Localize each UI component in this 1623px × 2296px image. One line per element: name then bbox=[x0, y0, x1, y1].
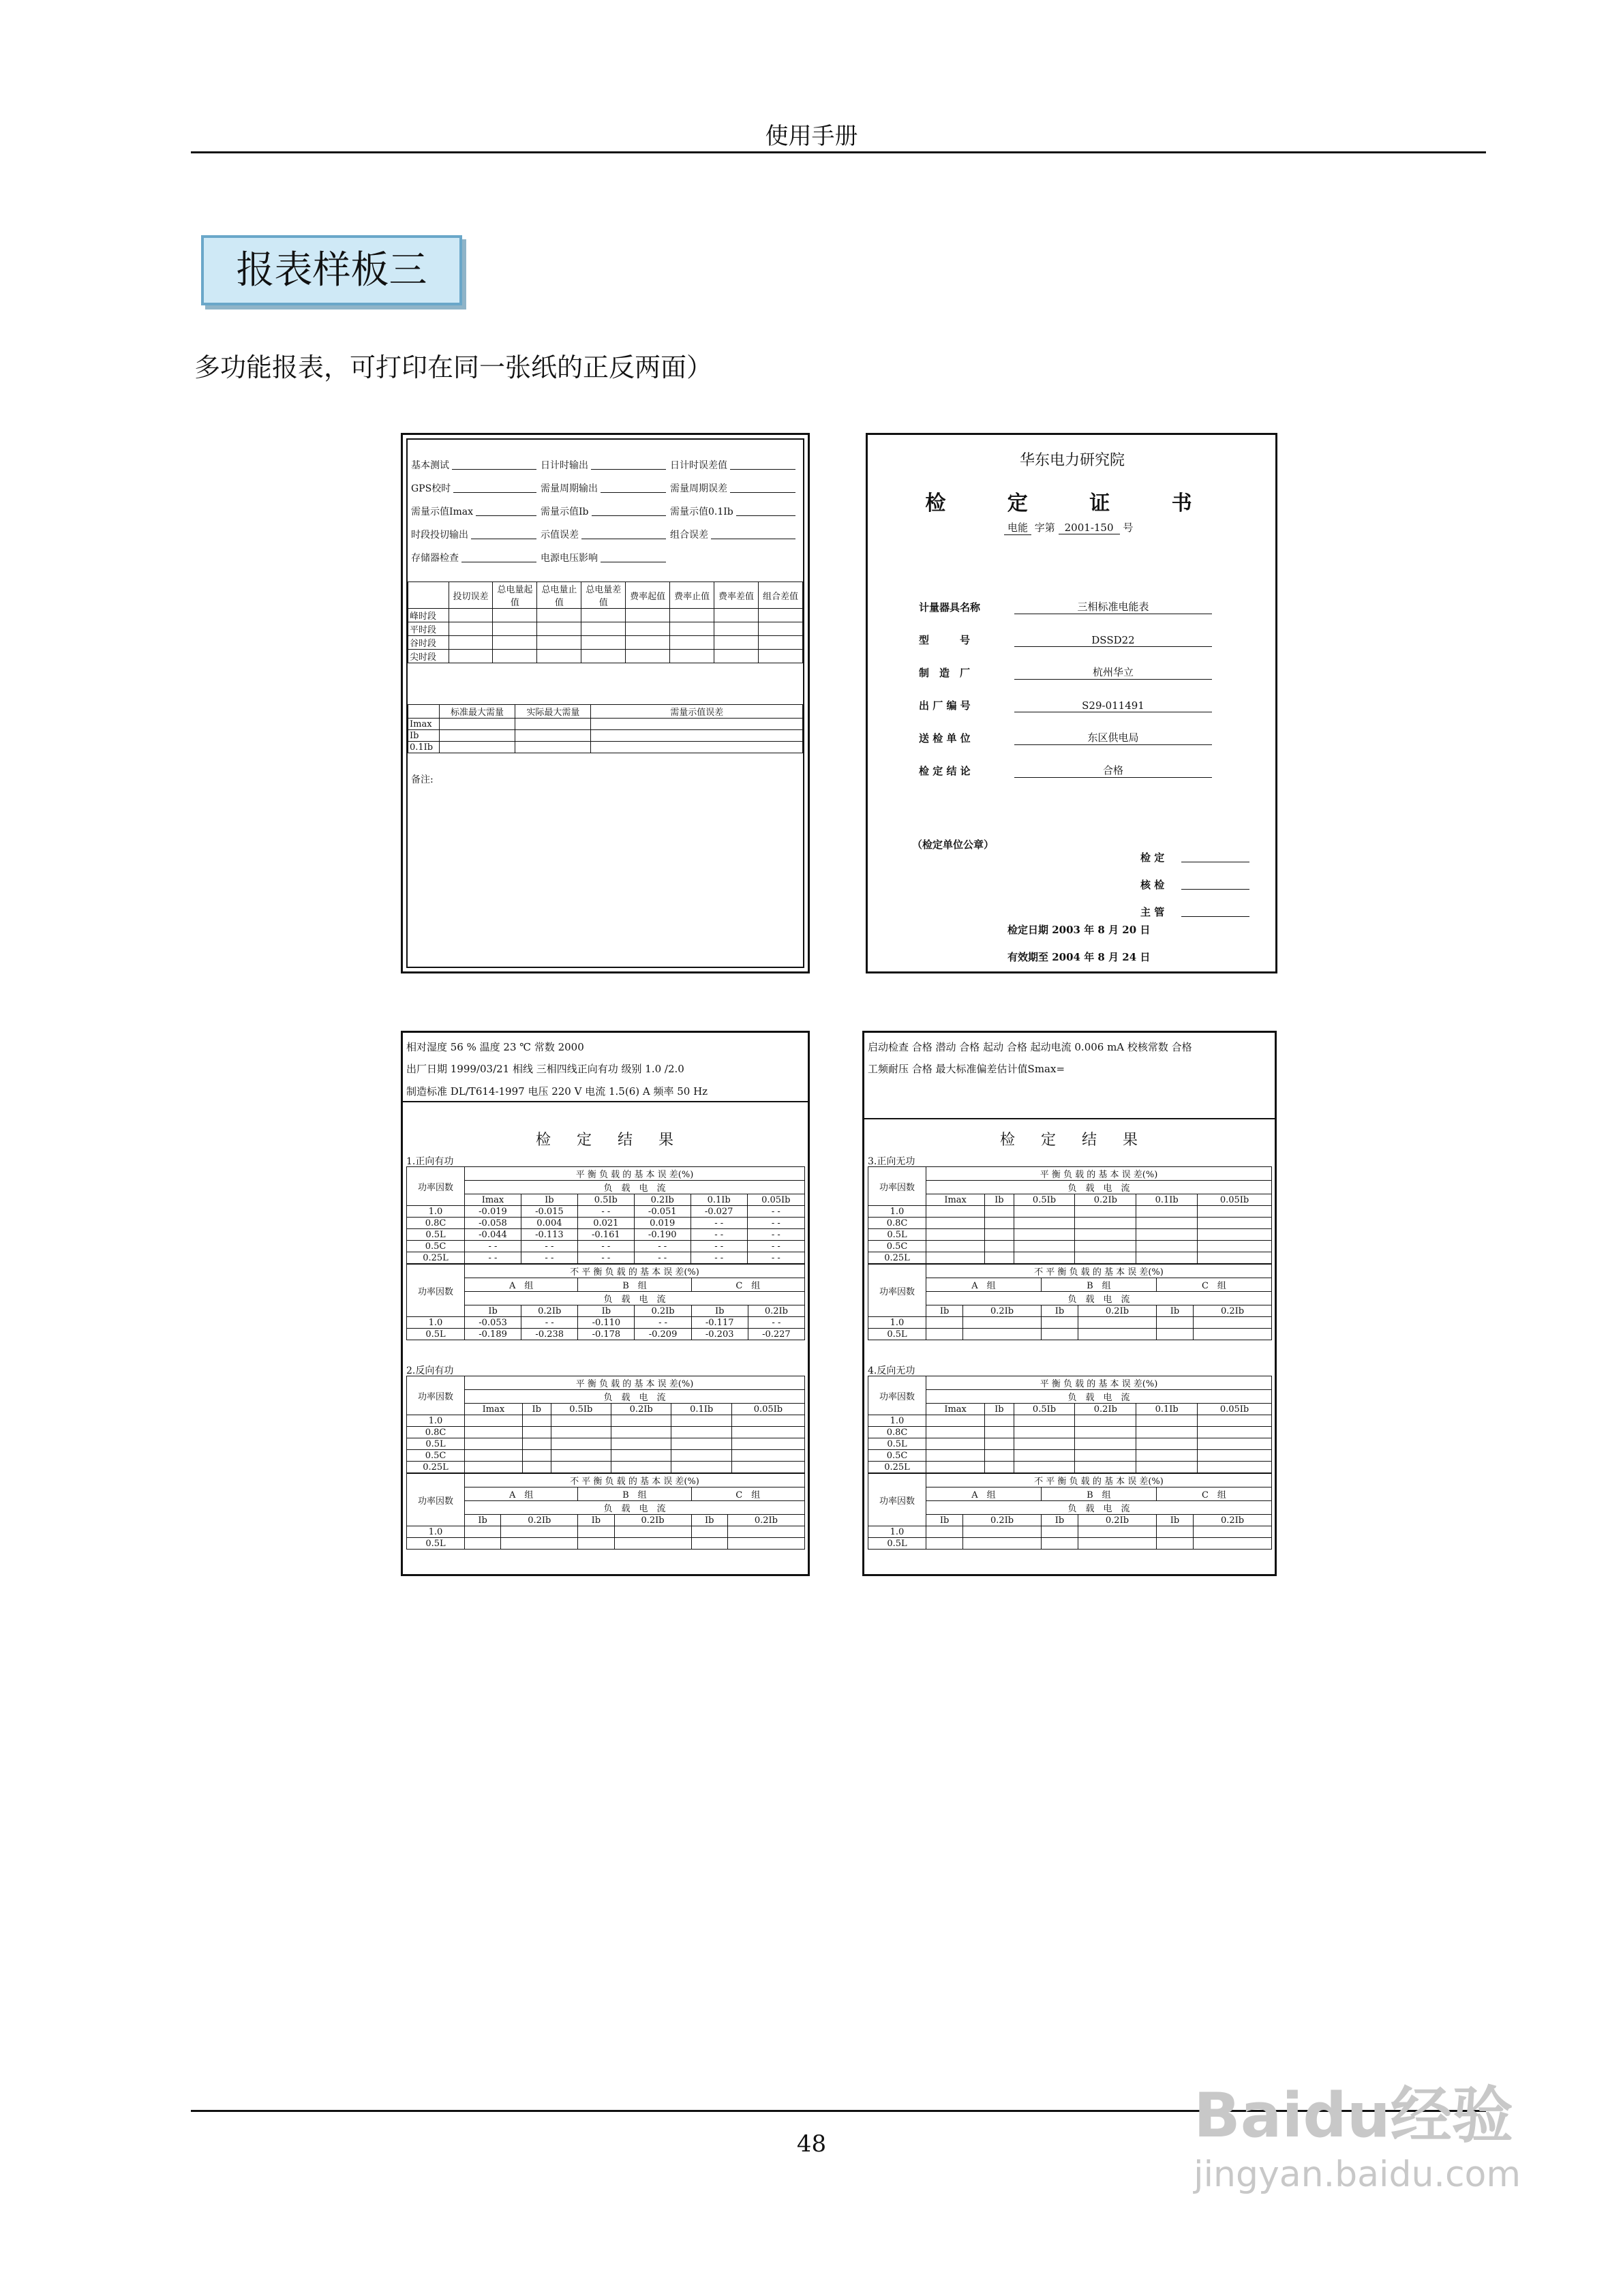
error-value bbox=[1075, 1438, 1136, 1450]
error-value: - - bbox=[691, 1252, 747, 1264]
error-value bbox=[611, 1462, 671, 1473]
error-value bbox=[671, 1438, 731, 1450]
form-label: 日计时输出 bbox=[541, 460, 588, 471]
pf-row-label: 1.0 bbox=[407, 1317, 465, 1329]
error-value bbox=[1136, 1415, 1198, 1427]
cert-org: 华东电力研究院 bbox=[1019, 452, 1125, 469]
error-value bbox=[926, 1229, 985, 1241]
error-value bbox=[465, 1427, 523, 1438]
error-value bbox=[731, 1462, 804, 1473]
error-value: - - bbox=[747, 1241, 804, 1252]
error-value: - - bbox=[748, 1317, 804, 1329]
balanced-table: 功率因数 平 衡 负 载 的 基 本 误 差(%) 负 载 电 流 Imax Ib 0.5Ib 0.2Ib 0.1Ib 0.05Ib 1.0 0.8C 0.5L 0.5C 0.25L bbox=[406, 1376, 805, 1473]
error-value bbox=[926, 1241, 985, 1252]
cert-title: 检 定 证 书 bbox=[925, 492, 1219, 515]
error-value bbox=[985, 1438, 1014, 1450]
error-value bbox=[465, 1450, 523, 1462]
error-value bbox=[1156, 1538, 1193, 1550]
error-value: - - bbox=[691, 1218, 747, 1229]
certificate-page bbox=[866, 433, 1277, 973]
error-value bbox=[1198, 1218, 1272, 1229]
error-value bbox=[926, 1415, 985, 1427]
error-value bbox=[985, 1450, 1014, 1462]
error-value bbox=[926, 1317, 963, 1329]
page-number: 48 bbox=[796, 2130, 827, 2158]
error-value bbox=[1075, 1450, 1136, 1462]
cert-seal: （检定单位公章） bbox=[912, 839, 995, 851]
error-value bbox=[985, 1462, 1014, 1473]
error-value bbox=[691, 1538, 727, 1550]
pf-row-label: 0.5C bbox=[407, 1450, 465, 1462]
form-row bbox=[411, 495, 800, 518]
error-value bbox=[522, 1427, 551, 1438]
table-header: 组合差值 bbox=[758, 582, 802, 609]
error-value bbox=[1041, 1538, 1078, 1550]
cert-field: 检 定 结 论 合格 bbox=[919, 745, 1260, 778]
balanced-table: 功率因数 平 衡 负 载 的 基 本 误 差(%) 负 载 电 流 Imax Ib 0.5Ib 0.2Ib 0.1Ib 0.05Ib 1.0 0.8C 0.5L 0.5C 0.25L bbox=[868, 1166, 1272, 1264]
error-value bbox=[614, 1538, 691, 1550]
error-value: -0.117 bbox=[691, 1317, 748, 1329]
error-value: - - bbox=[521, 1252, 577, 1264]
error-value bbox=[926, 1526, 963, 1538]
error-value bbox=[1136, 1427, 1198, 1438]
balanced-table: 功率因数 平 衡 负 载 的 基 本 误 差(%) 负 载 电 流 Imax Ib 0.5Ib 0.2Ib 0.1Ib 0.05Ib 1.0 0.8C 0.5L 0.5C 0.25L bbox=[868, 1376, 1272, 1473]
section-reverse-active: 2.反向有功 bbox=[406, 1365, 454, 1376]
error-value: - - bbox=[634, 1241, 691, 1252]
pf-row-label: 0.5L bbox=[407, 1329, 465, 1340]
error-value bbox=[731, 1438, 804, 1450]
error-value: - - bbox=[577, 1252, 634, 1264]
pf-row-label: 0.5L bbox=[407, 1538, 465, 1550]
cert-sign: 检 定 bbox=[1140, 837, 1249, 864]
error-value bbox=[551, 1462, 611, 1473]
form-label: 需量周期输出 bbox=[541, 483, 598, 494]
form-label: 需量示值Imax bbox=[411, 507, 474, 517]
error-value: - - bbox=[747, 1229, 804, 1241]
form-label: 基本测试 bbox=[411, 460, 449, 471]
error-value bbox=[1014, 1438, 1075, 1450]
cert-field: 计量器具名称 三相标准电能表 bbox=[919, 581, 1260, 614]
error-value bbox=[1198, 1241, 1272, 1252]
error-value bbox=[1041, 1329, 1078, 1340]
pf-row-label: 0.5L bbox=[868, 1438, 926, 1450]
error-value bbox=[1014, 1229, 1075, 1241]
table-row-label: 尖时段 bbox=[408, 650, 449, 663]
form-label: 日计时误差值 bbox=[670, 460, 727, 471]
error-value bbox=[1014, 1462, 1075, 1473]
pf-row-label: 0.5C bbox=[407, 1241, 465, 1252]
form-blank bbox=[730, 469, 795, 470]
error-value bbox=[1136, 1218, 1198, 1229]
error-value bbox=[926, 1329, 963, 1340]
cert-field: 出 厂 编 号 S29-011491 bbox=[919, 680, 1260, 712]
error-value bbox=[691, 1526, 727, 1538]
error-value: - - bbox=[577, 1206, 634, 1218]
error-value bbox=[522, 1415, 551, 1427]
form-label: GPS校时 bbox=[411, 483, 451, 494]
table-header: 总电量止值 bbox=[537, 582, 581, 609]
pf-row-label: 0.25L bbox=[868, 1462, 926, 1473]
form-label: 需量示值Ib bbox=[541, 507, 589, 517]
error-value bbox=[1078, 1329, 1157, 1340]
error-value: -0.227 bbox=[748, 1329, 804, 1340]
error-value: - - bbox=[691, 1241, 747, 1252]
start-check-line: 启动检查 合格 潜动 合格 起动 合格 起动电流 0.006 mA 校核常数 合格 bbox=[868, 1041, 1192, 1053]
error-value: - - bbox=[635, 1317, 691, 1329]
unbalanced-table: 功率因数 不 平 衡 负 载 的 基 本 误 差(%) A 组 B 组 C 组 负 载 电 流 Ib 0.2Ib Ib 0.2Ib Ib 0.2Ib 1.0 0.5L bbox=[868, 1473, 1272, 1550]
error-value bbox=[926, 1206, 985, 1218]
watermark: Baidu经验 jingyan.baidu.com bbox=[1194, 2080, 1521, 2195]
error-value: 0.004 bbox=[521, 1218, 577, 1229]
error-value bbox=[926, 1438, 985, 1450]
standard-line: 制造标准 DL/T614-1997 电压 220 V 电流 1.5(6) A 频率 50 Hz bbox=[406, 1085, 708, 1098]
error-value bbox=[501, 1538, 578, 1550]
error-value: -0.189 bbox=[465, 1329, 521, 1340]
error-value bbox=[1198, 1438, 1272, 1450]
form-blank bbox=[601, 492, 666, 493]
env-line: 相对湿度 56 % 温度 23 ℃ 常数 2000 bbox=[406, 1041, 584, 1053]
error-value bbox=[963, 1526, 1042, 1538]
header-rule bbox=[191, 151, 1486, 153]
error-value bbox=[1136, 1241, 1198, 1252]
error-value bbox=[1078, 1526, 1157, 1538]
error-value bbox=[963, 1538, 1042, 1550]
error-value: -0.161 bbox=[577, 1229, 634, 1241]
error-value bbox=[551, 1415, 611, 1427]
error-value: - - bbox=[521, 1317, 578, 1329]
error-value: - - bbox=[747, 1252, 804, 1264]
error-value bbox=[1075, 1462, 1136, 1473]
error-value bbox=[1194, 1538, 1272, 1550]
error-value bbox=[551, 1450, 611, 1462]
error-value bbox=[1198, 1415, 1272, 1427]
error-value bbox=[1014, 1450, 1075, 1462]
pf-row-label: 0.5L bbox=[868, 1329, 926, 1340]
error-value bbox=[1014, 1218, 1075, 1229]
demand-row-label: Imax bbox=[408, 719, 440, 730]
pf-row-label: 0.5C bbox=[868, 1241, 926, 1252]
error-value: - - bbox=[691, 1229, 747, 1241]
form-row bbox=[411, 541, 800, 564]
error-value bbox=[963, 1329, 1042, 1340]
demand-header: 标准最大需量 bbox=[439, 705, 515, 719]
error-value bbox=[611, 1438, 671, 1450]
error-value: -0.053 bbox=[465, 1317, 521, 1329]
pf-row-label: 0.5L bbox=[407, 1229, 465, 1241]
cert-field: 制 造 厂 杭州华立 bbox=[919, 647, 1260, 680]
pf-row-label: 0.8C bbox=[407, 1427, 465, 1438]
error-value: - - bbox=[465, 1241, 521, 1252]
remarks-label: 备注: bbox=[411, 774, 434, 785]
error-value bbox=[465, 1526, 501, 1538]
error-value bbox=[1136, 1438, 1198, 1450]
form-label: 需量示值0.1Ib bbox=[670, 507, 733, 517]
error-value bbox=[671, 1450, 731, 1462]
error-value bbox=[1194, 1329, 1272, 1340]
error-value bbox=[727, 1538, 804, 1550]
error-value bbox=[926, 1450, 985, 1462]
form-label: 存储器检查 bbox=[411, 553, 459, 564]
error-value bbox=[578, 1538, 614, 1550]
form-label: 组合误差 bbox=[670, 530, 708, 541]
error-value: -0.015 bbox=[521, 1206, 577, 1218]
form-label: 示值误差 bbox=[541, 530, 579, 541]
error-value bbox=[1198, 1427, 1272, 1438]
error-value: -0.113 bbox=[521, 1229, 577, 1241]
cert-field: 型 号 DSSD22 bbox=[919, 614, 1260, 647]
error-value bbox=[1078, 1317, 1157, 1329]
error-value bbox=[1136, 1206, 1198, 1218]
pf-row-label: 1.0 bbox=[868, 1415, 926, 1427]
table-header: 费率止值 bbox=[670, 582, 714, 609]
error-value bbox=[985, 1415, 1014, 1427]
cert-number: 电能 字第 2001-150 号 bbox=[1004, 520, 1133, 535]
error-value bbox=[1075, 1427, 1136, 1438]
section-reverse-reactive: 4.反向无功 bbox=[868, 1365, 915, 1376]
table-row-label: 谷时段 bbox=[408, 636, 449, 650]
cert-sign: 主 管 bbox=[1140, 892, 1249, 919]
form-blank bbox=[452, 469, 536, 470]
unbalanced-table: 功率因数 不 平 衡 负 载 的 基 本 误 差(%) A 组 B 组 C 组 负 载 电 流 Ib 0.2Ib Ib 0.2Ib Ib 0.2Ib 1.0 -0.053 - - -0.110 - - -0.117 - - 0.5L -0.189 -0.238 -0.178 -0.209 -0.203 -0.227 bbox=[406, 1264, 805, 1340]
pf-row-label: 0.25L bbox=[407, 1252, 465, 1264]
form-blank bbox=[730, 492, 795, 493]
error-value bbox=[671, 1415, 731, 1427]
error-value: -0.044 bbox=[465, 1229, 521, 1241]
error-value bbox=[1136, 1229, 1198, 1241]
error-value bbox=[671, 1427, 731, 1438]
form-label: 时段投切输出 bbox=[411, 530, 468, 541]
form-blank bbox=[591, 469, 666, 470]
error-value bbox=[926, 1218, 985, 1229]
error-value bbox=[985, 1206, 1014, 1218]
demand-header: 实际最大需量 bbox=[515, 705, 591, 719]
error-value bbox=[1136, 1450, 1198, 1462]
error-value bbox=[963, 1317, 1042, 1329]
error-value: -0.190 bbox=[634, 1229, 691, 1241]
result-page-2 bbox=[862, 1031, 1277, 1576]
error-value bbox=[926, 1427, 985, 1438]
error-value: -0.051 bbox=[634, 1206, 691, 1218]
error-value bbox=[611, 1415, 671, 1427]
error-value bbox=[1198, 1450, 1272, 1462]
error-value bbox=[1075, 1252, 1136, 1264]
error-value bbox=[727, 1526, 804, 1538]
error-value bbox=[1136, 1252, 1198, 1264]
withstand-line: 工频耐压 合格 最大标准偏差估计值Smax= bbox=[868, 1063, 1065, 1075]
table-header: 总电量差值 bbox=[581, 582, 626, 609]
pf-row-label: 1.0 bbox=[407, 1206, 465, 1218]
error-value bbox=[1014, 1206, 1075, 1218]
intro-text: 多功能报表，可打印在同一张纸的正反两面） bbox=[194, 352, 713, 382]
error-value bbox=[731, 1427, 804, 1438]
pf-row-label: 1.0 bbox=[868, 1317, 926, 1329]
error-value bbox=[731, 1450, 804, 1462]
factory-line: 出厂日期 1999/03/21 相线 三相四线正向有功 级别 1.0 /2.0 bbox=[406, 1063, 684, 1075]
error-value bbox=[465, 1415, 523, 1427]
error-value bbox=[578, 1526, 614, 1538]
error-value: - - bbox=[577, 1241, 634, 1252]
error-value bbox=[1075, 1218, 1136, 1229]
balanced-table: 功率因数 平 衡 负 载 的 基 本 误 差(%) 负 载 电 流 Imax Ib 0.5Ib 0.2Ib 0.1Ib 0.05Ib 1.0 -0.019 -0.015 - - -0.051 -0.027 - - 0.8C -0.058 0.004 0.021 0.019 - - - - 0.5L -0.044 -0.113 -0.161 -0.190 - - - - 0.5C - - - - - - - - - - - - 0.25L - - - - - - - - - - - - bbox=[406, 1166, 805, 1264]
form-label: 电源电压影响 bbox=[541, 553, 598, 564]
error-value: -0.027 bbox=[691, 1206, 747, 1218]
error-value bbox=[1156, 1317, 1193, 1329]
demand-row-label: Ib bbox=[408, 730, 440, 742]
pf-row-label: 0.25L bbox=[407, 1462, 465, 1473]
error-value bbox=[611, 1450, 671, 1462]
form-label: 需量周期误差 bbox=[670, 483, 727, 494]
error-value: -0.178 bbox=[578, 1329, 635, 1340]
pf-row-label: 0.25L bbox=[868, 1252, 926, 1264]
error-value bbox=[465, 1538, 501, 1550]
error-value: -0.058 bbox=[465, 1218, 521, 1229]
error-value: - - bbox=[521, 1241, 577, 1252]
error-value: -0.203 bbox=[691, 1329, 748, 1340]
pf-row-label: 1.0 bbox=[868, 1526, 926, 1538]
error-value: 0.019 bbox=[634, 1218, 691, 1229]
error-value bbox=[1075, 1229, 1136, 1241]
error-value bbox=[985, 1427, 1014, 1438]
error-value: 0.021 bbox=[577, 1218, 634, 1229]
table-header: 总电量起值 bbox=[493, 582, 537, 609]
cert-sign: 核 检 bbox=[1140, 864, 1249, 892]
error-value bbox=[926, 1252, 985, 1264]
unbalanced-table: 功率因数 不 平 衡 负 载 的 基 本 误 差(%) A 组 B 组 C 组 负 载 电 流 Ib 0.2Ib Ib 0.2Ib Ib 0.2Ib 1.0 0.5L bbox=[406, 1473, 805, 1550]
error-value bbox=[1198, 1229, 1272, 1241]
page-header: 使用手册 bbox=[765, 123, 858, 150]
test-form-page bbox=[401, 433, 810, 973]
error-value bbox=[465, 1462, 523, 1473]
error-value bbox=[985, 1252, 1014, 1264]
table-header: 费率起值 bbox=[626, 582, 670, 609]
pf-row-label: 1.0 bbox=[407, 1526, 465, 1538]
error-value: - - bbox=[634, 1252, 691, 1264]
section-forward-reactive: 3.正向无功 bbox=[868, 1156, 915, 1167]
table-header: 投切误差 bbox=[449, 582, 493, 609]
error-value bbox=[522, 1450, 551, 1462]
section-forward-active: 1.正向有功 bbox=[406, 1156, 454, 1167]
form-blank bbox=[736, 515, 795, 516]
error-value bbox=[1041, 1526, 1078, 1538]
form-blank bbox=[592, 515, 667, 516]
error-value: -0.110 bbox=[578, 1317, 635, 1329]
error-value bbox=[1075, 1206, 1136, 1218]
form-row bbox=[411, 472, 800, 495]
error-value: - - bbox=[747, 1206, 804, 1218]
error-value bbox=[501, 1526, 578, 1538]
section-title: 报表样板三 bbox=[201, 235, 462, 305]
error-value bbox=[465, 1438, 523, 1450]
error-value: - - bbox=[465, 1252, 521, 1264]
pf-row-label: 0.8C bbox=[868, 1218, 926, 1229]
error-value bbox=[671, 1462, 731, 1473]
error-value: -0.209 bbox=[635, 1329, 691, 1340]
error-value bbox=[1156, 1526, 1193, 1538]
pf-row-label: 0.8C bbox=[868, 1427, 926, 1438]
error-value bbox=[1014, 1427, 1075, 1438]
pf-row-label: 0.5L bbox=[868, 1229, 926, 1241]
demand-row-label: 0.1Ib bbox=[408, 742, 440, 753]
error-value bbox=[1075, 1415, 1136, 1427]
error-value: -0.019 bbox=[465, 1206, 521, 1218]
error-value bbox=[1136, 1462, 1198, 1473]
error-value bbox=[1156, 1329, 1193, 1340]
form-row bbox=[411, 449, 800, 472]
error-value bbox=[1014, 1252, 1075, 1264]
form-blank bbox=[453, 492, 536, 493]
error-value bbox=[731, 1415, 804, 1427]
error-value bbox=[1041, 1317, 1078, 1329]
form-blank bbox=[476, 515, 536, 516]
unbalanced-table: 功率因数 不 平 衡 负 载 的 基 本 误 差(%) A 组 B 组 C 组 负 载 电 流 Ib 0.2Ib Ib 0.2Ib Ib 0.2Ib 1.0 0.5L bbox=[868, 1264, 1272, 1340]
pf-row-label: 0.5L bbox=[868, 1538, 926, 1550]
error-value bbox=[1198, 1206, 1272, 1218]
pf-row-label: 1.0 bbox=[868, 1206, 926, 1218]
cert-field: 送 检 单 位 东区供电局 bbox=[919, 712, 1260, 745]
table-row-label: 峰时段 bbox=[408, 609, 449, 622]
error-value bbox=[1198, 1252, 1272, 1264]
error-value bbox=[1014, 1241, 1075, 1252]
error-value bbox=[926, 1538, 963, 1550]
result-title: 检 定 结 果 bbox=[535, 1132, 679, 1149]
cert-date2: 有效期至 2004 年 8 月 24 日 bbox=[1007, 951, 1151, 963]
error-value bbox=[551, 1427, 611, 1438]
table-row-label: 平时段 bbox=[408, 622, 449, 636]
error-value bbox=[522, 1438, 551, 1450]
error-value bbox=[985, 1229, 1014, 1241]
error-value bbox=[1198, 1462, 1272, 1473]
cert-date1: 检定日期 2003 年 8 月 20 日 bbox=[1007, 924, 1151, 936]
form-row bbox=[411, 518, 800, 541]
pf-row-label: 1.0 bbox=[407, 1415, 465, 1427]
error-value bbox=[522, 1462, 551, 1473]
result-page-1 bbox=[401, 1031, 810, 1576]
table-header: 费率差值 bbox=[714, 582, 759, 609]
error-value bbox=[614, 1526, 691, 1538]
error-value bbox=[1075, 1241, 1136, 1252]
error-value bbox=[1194, 1526, 1272, 1538]
error-value: -0.238 bbox=[521, 1329, 578, 1340]
error-value bbox=[985, 1218, 1014, 1229]
error-value: - - bbox=[747, 1218, 804, 1229]
pf-row-label: 0.5L bbox=[407, 1438, 465, 1450]
pf-row-label: 0.5C bbox=[868, 1450, 926, 1462]
error-value bbox=[985, 1241, 1014, 1252]
error-value bbox=[1014, 1415, 1075, 1427]
error-value bbox=[926, 1462, 985, 1473]
error-value bbox=[1194, 1317, 1272, 1329]
error-value bbox=[1078, 1538, 1157, 1550]
error-value bbox=[551, 1438, 611, 1450]
error-value bbox=[611, 1427, 671, 1438]
pf-row-label: 0.8C bbox=[407, 1218, 465, 1229]
demand-header: 需量示值误差 bbox=[591, 705, 803, 719]
result-title-2: 检 定 结 果 bbox=[999, 1132, 1143, 1149]
